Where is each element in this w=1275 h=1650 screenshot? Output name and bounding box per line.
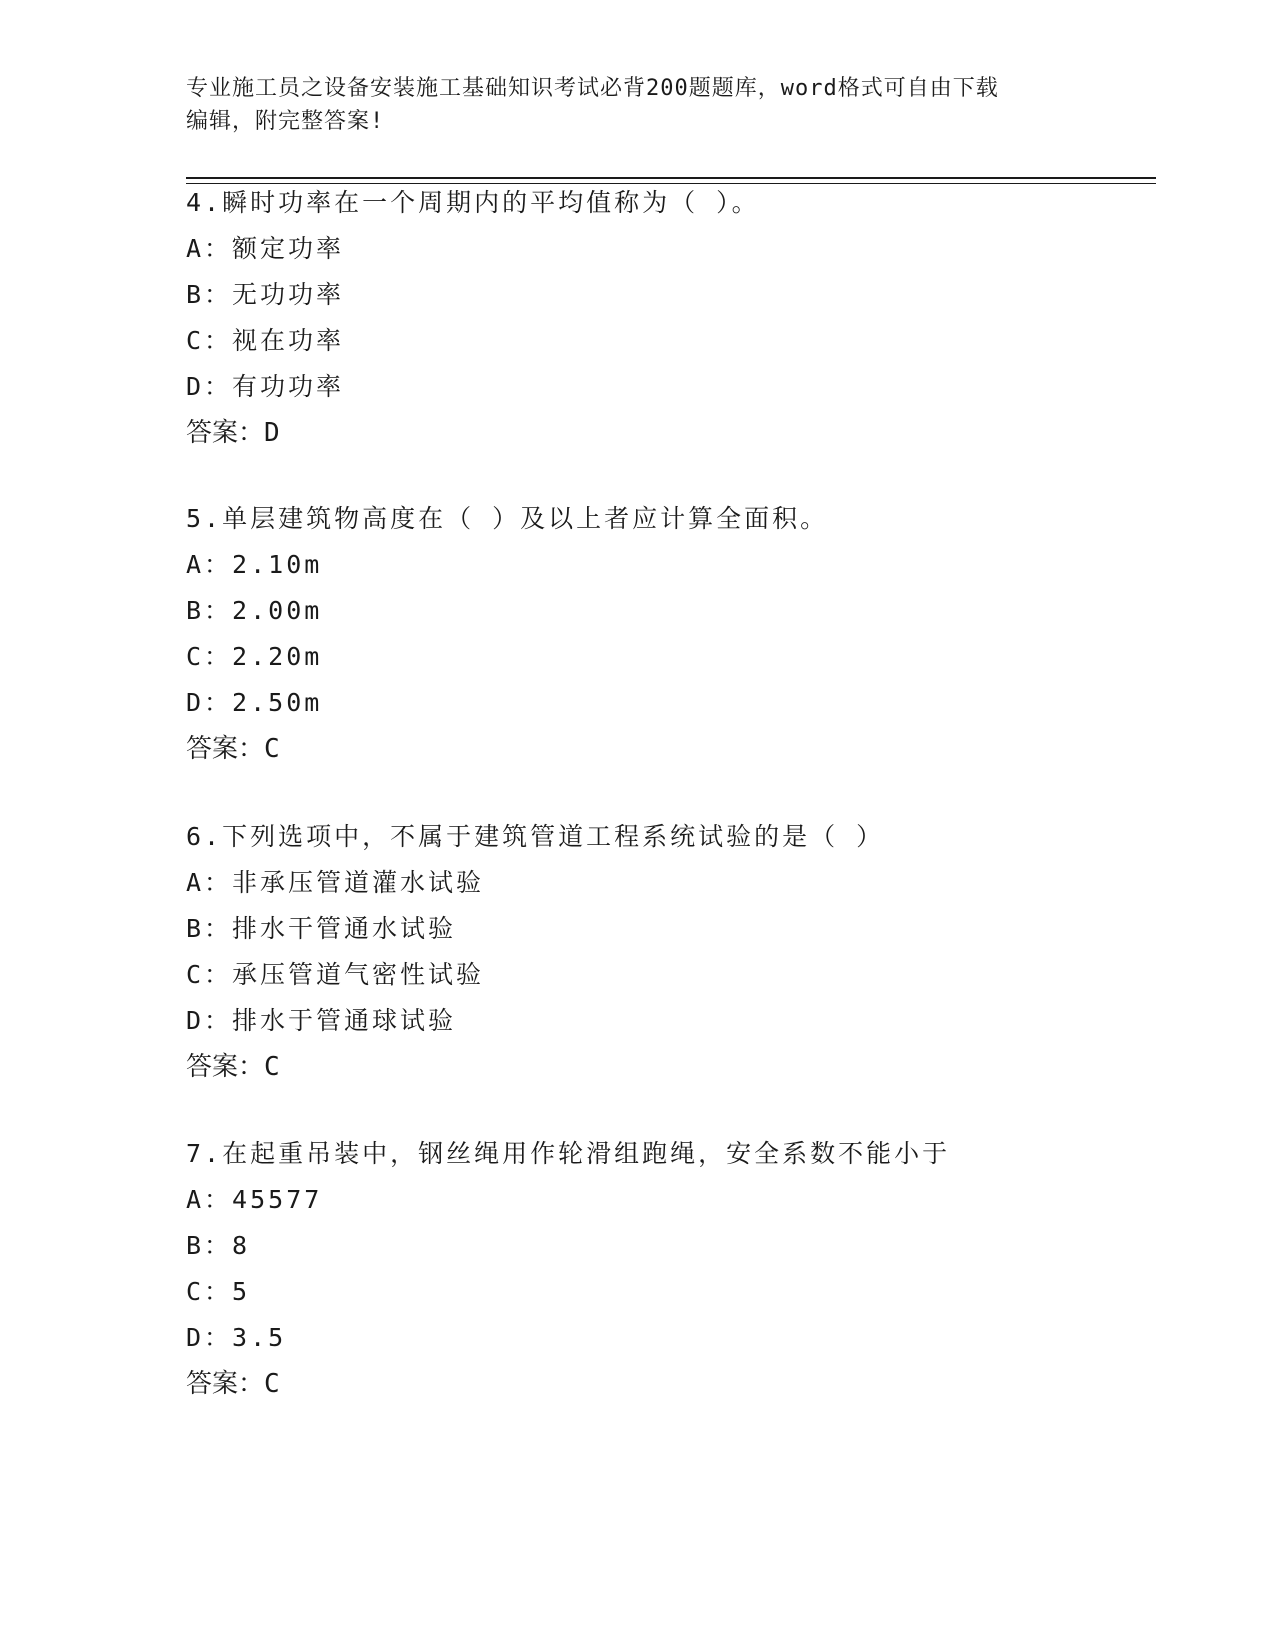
question-block (186, 814, 1186, 1090)
option-c: C：5 (186, 1277, 251, 1306)
option-a: A：2.10m (186, 550, 323, 579)
question-stem: 7.在起重吊装中，钢丝绳用作轮滑组跑绳，安全系数不能小于 (186, 1139, 951, 1168)
answer: 答案：C (186, 1369, 280, 1399)
option-a: A：45577 (186, 1185, 323, 1214)
question-stem: 5.单层建筑物高度在（ ）及以上者应计算全面积。 (186, 504, 829, 533)
option-c: C：视在功率 (186, 326, 345, 355)
question-block (186, 496, 1186, 772)
option-b: B：2.00m (186, 596, 323, 625)
question-stem: 6.下列选项中，不属于建筑管道工程系统试验的是（ ） (186, 822, 885, 851)
question-block (186, 1131, 1186, 1407)
option-b: B：排水干管通水试验 (186, 914, 457, 943)
answer: 答案：C (186, 1052, 280, 1082)
answer: 答案：C (186, 734, 280, 764)
option-d: D：有功功率 (186, 372, 345, 401)
header-divider-thick (186, 177, 1156, 179)
option-c: C：2.20m (186, 642, 323, 671)
option-c: C：承压管道气密性试验 (186, 960, 485, 989)
header-line-2: 编辑，附完整答案! (186, 109, 385, 134)
document-header (186, 72, 1066, 138)
option-d: D：2.50m (186, 688, 323, 717)
option-d: D：3.5 (186, 1323, 287, 1352)
option-a: A：额定功率 (186, 234, 345, 263)
question-block (186, 180, 1186, 456)
option-b: B：无功功率 (186, 280, 345, 309)
option-a: A：非承压管道灌水试验 (186, 868, 485, 897)
header-line-1: 专业施工员之设备安装施工基础知识考试必背200题题库，word格式可自由下载 (186, 76, 999, 101)
option-d: D：排水于管通球试验 (186, 1006, 457, 1035)
option-b: B：8 (186, 1231, 251, 1260)
question-stem: 4.瞬时功率在一个周期内的平均值称为（ ）。 (186, 188, 760, 217)
answer: 答案：D (186, 418, 280, 448)
